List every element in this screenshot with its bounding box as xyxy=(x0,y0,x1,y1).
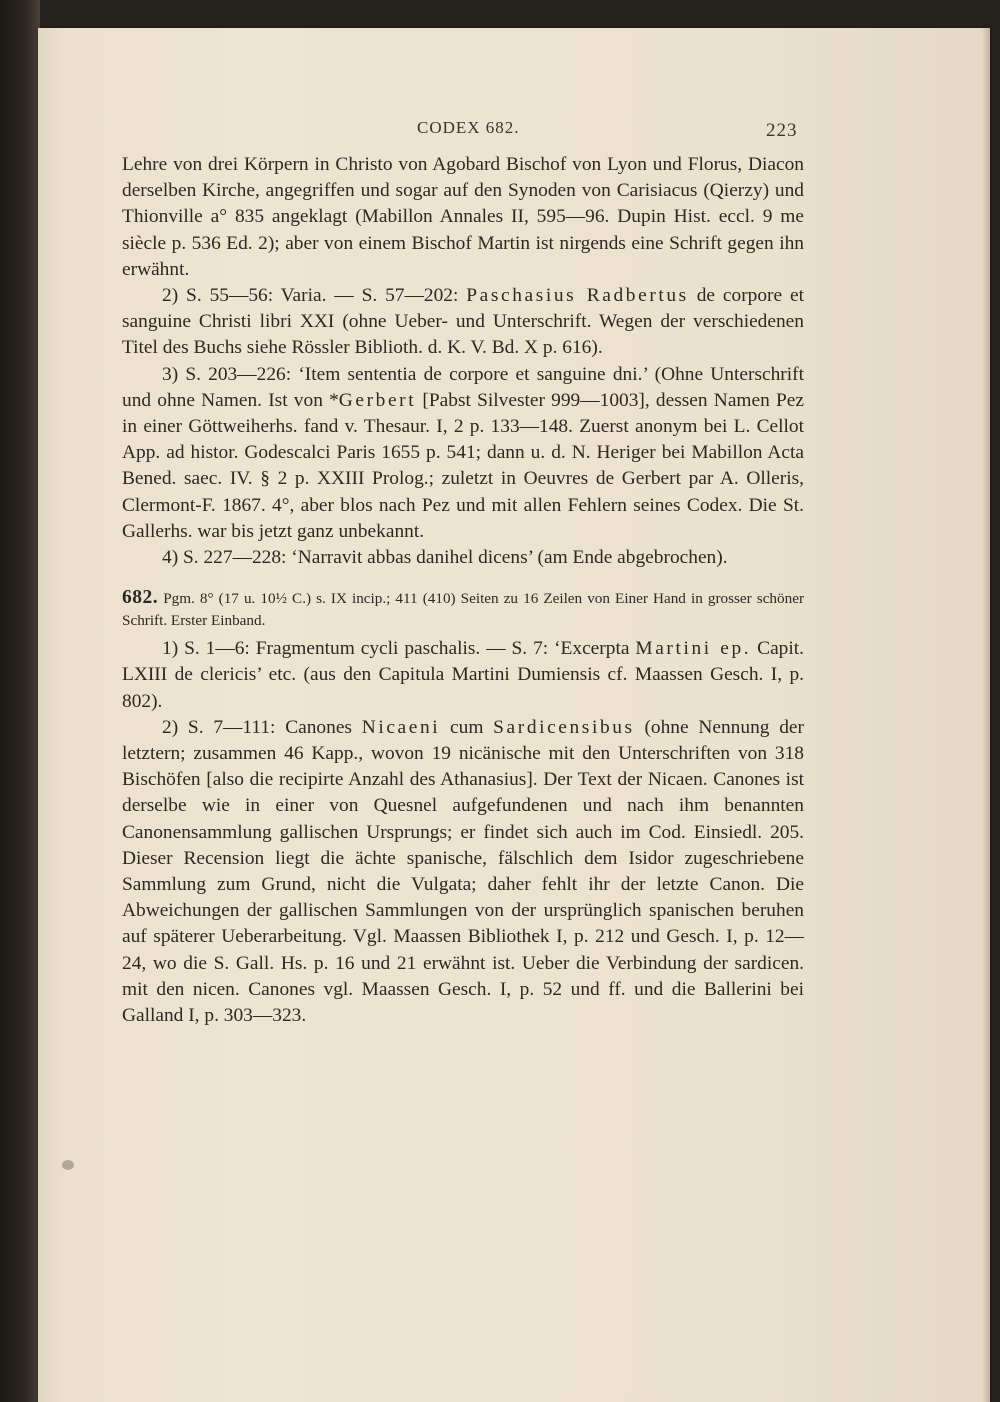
paragraph-item-6 xyxy=(122,715,804,1029)
spaced-name: Sardicensibus xyxy=(493,716,635,738)
paragraph-item-3 xyxy=(122,362,804,545)
text-run: Capit. LXIII de clericis’ etc. (aus den Capitula Martini Dumiensis cf. Maassen Gesch. I, p. 802). xyxy=(122,638,805,712)
text-run: 1) S. 1—6: Fragmentum cycli paschalis. — S. 7: ‘Excerpta xyxy=(162,638,636,660)
text-run: 2) S. 55—56: Varia. — S. 57—202: xyxy=(162,285,467,307)
paragraph-item-5 xyxy=(122,636,804,715)
author-name: Martini ep. xyxy=(635,638,752,660)
text-run: 2) S. 7—111: Canones xyxy=(162,716,362,738)
page-header xyxy=(38,118,990,142)
text-run: de corpore et sanguine Christi libri XXI (ohne Ueber- und Unterschrift. Wegen der verschiedenen Titel des Buchs siehe Rössler Biblioth. d. K. V. Bd. X p. 616). xyxy=(122,285,804,359)
codex-entry-text: Pgm. 8° (17 u. 10½ C.) s. IX incip.; 411 (410) Seiten zu 16 Zeilen von Einer Hand in grosser schöner Schrift. Erster Einband. xyxy=(122,590,805,630)
paragraph-item-2 xyxy=(122,283,804,362)
page-number: 223 xyxy=(766,120,798,141)
page-body xyxy=(122,152,804,1029)
author-name: Gerbert xyxy=(338,389,417,411)
ink-spot xyxy=(62,1160,74,1170)
text-run: [Pabst Silvester 999—1003], dessen Namen Pez in einer Göttweiherhs. fand v. Thesaur. I, 2 p. 133—148. Zuerst anonym bei L. Cellot App. ad histor. Godescalci Paris 1655 p. 541; dann u. d. N. Heriger bei Mabillon Acta Bened. saec. IV. § 2 p. XXIII Prolog.; zuletzt in Oeuvres de Gerbert par A. Olleris, Clermont-F. 1867. 4°, aber blos nach Pez und mit allen Fehlern seines Codex. Die St. Gallerhs. war bis jetzt ganz unbekannt. xyxy=(122,389,805,542)
page-edge-shadow xyxy=(982,28,990,1402)
author-name: Paschasius Radbertus xyxy=(466,285,689,307)
spaced-name: Nicaeni xyxy=(361,716,441,738)
codex-entry-description xyxy=(122,587,804,632)
running-head: CODEX 682. xyxy=(417,118,520,137)
book-spine xyxy=(0,0,40,1402)
paragraph-item-4: 4) S. 227—228: ‘Narravit abbas danihel dicens’ (am Ende abgebrochen). xyxy=(162,547,728,569)
codex-entry-number: 682. xyxy=(122,587,159,609)
paragraph-continuation: Lehre von drei Körpern in Christo von Agobard Bischof von Lyon und Florus, Diacon derselben Kirche, angegriffen und sogar auf den Synoden von Carisiacus (Qierzy) und Thionville a° 835 angeklagt (Mabillon Annales II, 595—96. Dupin Hist. eccl. 9 me siècle p. 536 Ed. 2); aber von einem Bischof Martin ist nirgends eine Schrift gegen ihn erwähnt. xyxy=(122,154,804,280)
text-run: (ohne Nennung der letztern; zusammen 46 Kapp., wovon 19 nicänische mit den Unterschriften von 318 Bischöfen [also die recipirte Anzahl des Athanasius]. Der Text der Nicaen. Canones ist derselbe wie in einer von Quesnel aufgefundenen und nach ihm benannten Canonensammlung gallischen Ursprungs; er findet sich auch im Cod. Einsiedl. 205. Dieser Recension liegt die ächte spanische, fälschlich dem Isidor zugeschriebene Sammlung zum Grund, nicht die Vulgata; daher fehlt ihr der letzte Canon. Die Abweichungen der gallischen Sammlungen von der ursprünglich spanischen beruhen auf späterer Ueberarbeitung. Vgl. Maassen Bibliothek I, p. 212 und Gesch. I, p. 12—24, wo die S. Gall. Hs. p. 16 und 21 erwähnt ist. Ueber die Verbindung der sardicen. mit den nicen. Canones vgl. Maassen Gesch. I, p. 52 und ff. und die Ballerini bei Galland I, p. 303—323. xyxy=(122,716,804,1027)
text-run: 3) S. 203—226: ‘Item sententia de corpore et sanguine dni.’ (Ohne Unterschrift und ohne Namen. Ist von * xyxy=(122,363,804,411)
book-page xyxy=(38,28,990,1402)
text-run: cum xyxy=(440,716,494,738)
